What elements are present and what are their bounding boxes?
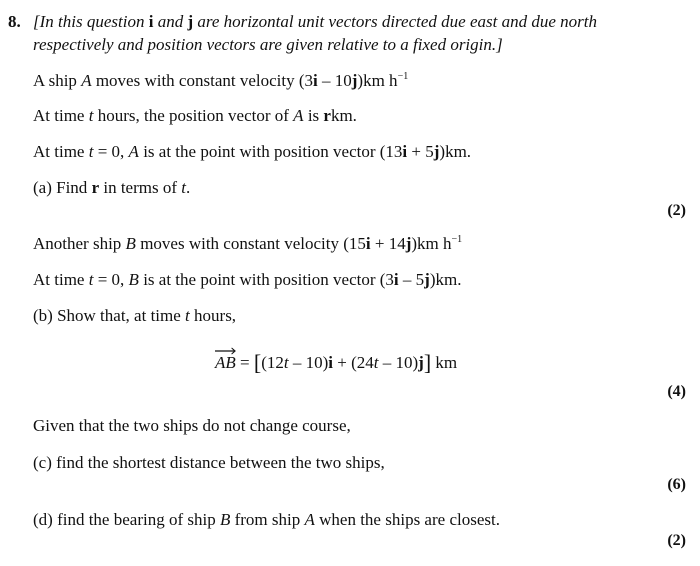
ship-a-position: At time t hours, the position vector of A is rkm. (33, 106, 357, 125)
part-a: (a) Find r in terms of t. (33, 178, 191, 197)
part-d-marks: (2) (667, 532, 686, 549)
part-b-marks: (4) (667, 383, 686, 400)
given-text: Given that the two ships do not change course, (33, 416, 351, 435)
part-a-marks: (2) (667, 202, 686, 219)
part-c: (c) find the shortest distance between the two ships, (33, 453, 385, 472)
preamble-line-2: respectively and position vectors are given relative to a fixed origin.] (33, 35, 503, 54)
ship-a-velocity: A ship A moves with constant velocity (3i – 10j)km $h^{-1}$ (33, 71, 409, 90)
part-c-marks: (6) (667, 476, 686, 493)
ship-a-initial: At time t = 0, A is at the point with position vector (13i + 5j)km. (33, 142, 472, 161)
ship-b-initial: At time t = 0, B is at the point with position vector (3i – 5j)km. (33, 270, 462, 289)
preamble-line-1: [In this question i and j are horizontal unit vectors directed due east and due north (33, 12, 597, 31)
ab-vector: AB (215, 353, 236, 373)
part-d: (d) find the bearing of ship B from ship A when the ships are closest. (33, 510, 500, 529)
question-number: 8. (8, 12, 21, 31)
ship-b-velocity: Another ship B moves with constant velocity (15i + 14j)km $h^{-1}$ (33, 234, 463, 253)
ab-equation: AB = [(12t – 10)i + (24t – 10)j] km (215, 350, 458, 375)
part-b: (b) Show that, at time t hours, (33, 306, 237, 325)
